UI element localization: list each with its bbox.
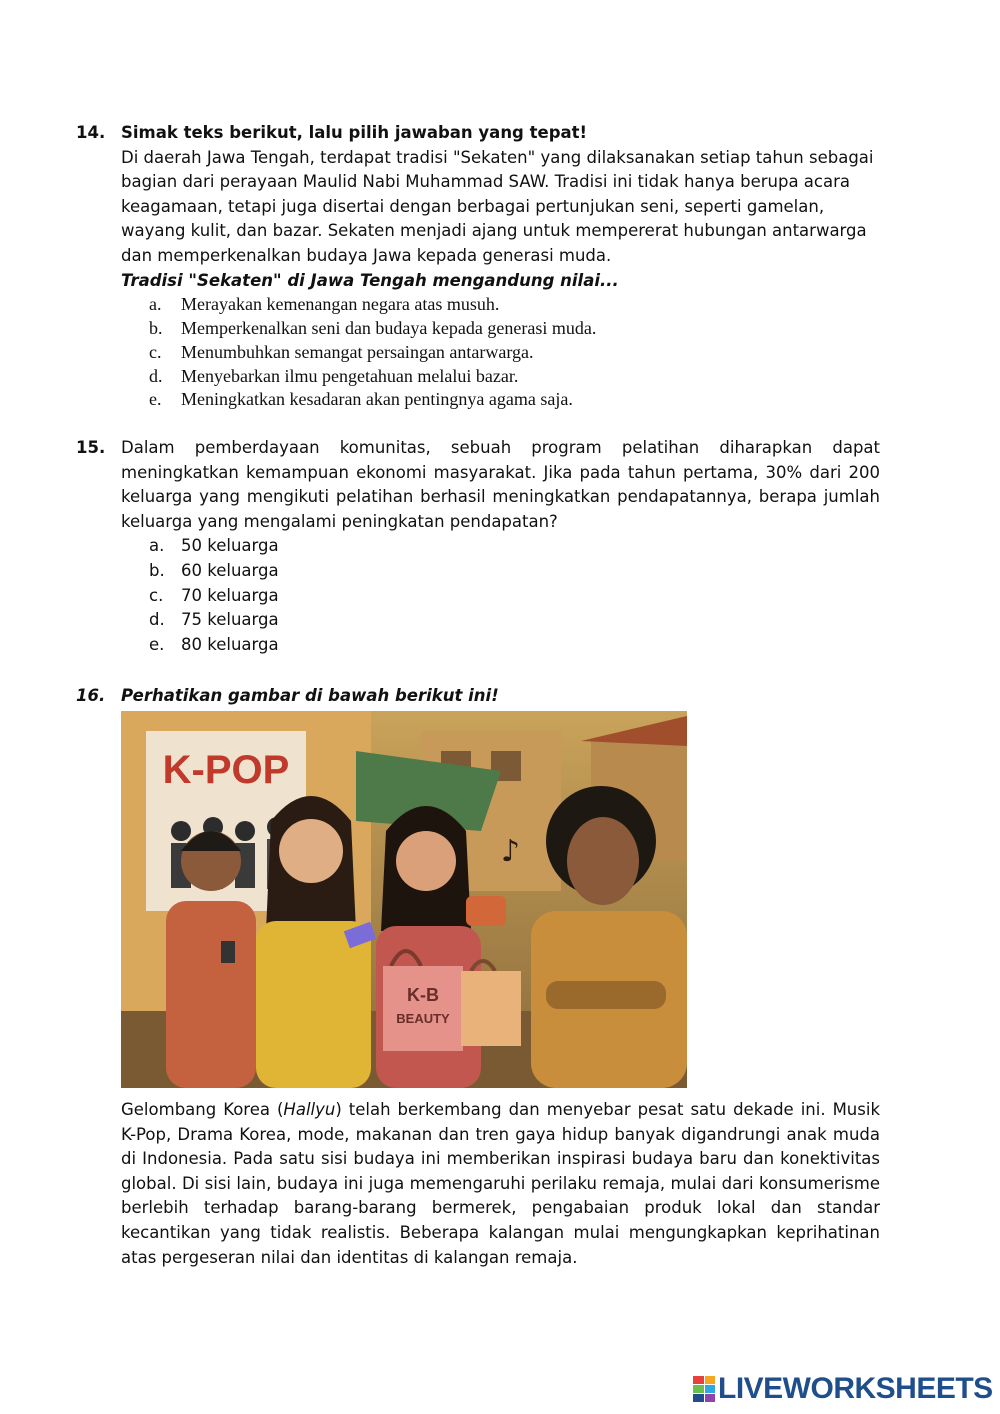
answer-options [121,534,880,657]
option-a[interactable]: a. Merayakan kemenangan negara atas musuh. [149,294,500,315]
option-e[interactable]: e. Meningkatkan kesadaran akan pentingnya agama saja. [149,389,573,410]
option-b[interactable]: b. 60 keluarga [149,560,279,580]
option-b[interactable]: b. Memperkenalkan seni dan budaya kepada generasi muda. [149,317,597,338]
music-note-icon: ♪ [501,834,521,869]
logo-mark-icon [693,1376,715,1402]
option-d[interactable]: d. 75 keluarga [149,610,279,630]
liveworksheets-logo[interactable] [693,1374,993,1404]
option-c[interactable]: c. Menumbuhkan semangat persaingan antarwarga. [149,341,534,362]
question-prompt: Tradisi "Sekaten" di Jawa Tengah mengandung nilai... [121,270,619,290]
option-a[interactable]: a. 50 keluarga [149,536,279,556]
question-number: 16. [76,686,106,705]
kpop-illustration [121,711,687,1088]
question-heading: Perhatikan gambar di bawah berikut ini! [121,686,499,705]
question-text: Dalam pemberdayaan komunitas, sebuah program pelatihan diharapkan dapat meningkatkan kemampuan ekonomi masyarakat. Jika pada tahun pertama, 30% dari 200 keluarga yang mengikuti pelatihan berhasil meningkatkan pendapatannya, berapa jumlah keluarga yang mengalami peningkatan pendapatan? [121,438,880,531]
crossed-arms [546,981,666,1009]
question-number: 15. [76,438,106,457]
question-15 [76,436,880,657]
question-number: 14. [76,123,106,142]
answer-options [121,293,880,412]
shopping-bag [383,951,463,1051]
poster-title: K-POP [162,748,290,792]
question-16 [76,684,880,709]
option-d[interactable]: d. Menyebarkan ilmu pengetahuan melalui bazar. [149,365,519,386]
question-heading: Simak teks berikut, lalu pilih jawaban yang tepat! [121,123,588,142]
logo-text: LIVEWORKSHEETS [718,1372,993,1405]
option-e[interactable]: e. 80 keluarga [149,634,279,654]
svg-text:K-B: K-B [407,985,439,1005]
snack-cup [466,896,506,926]
option-c[interactable]: c. 70 keluarga [149,585,279,605]
phone [221,941,235,963]
hallyu-paragraph: Gelombang Korea (Hallyu) telah berkembang dan menyebar pesat satu dekade ini. Musik K-Pop, Drama Korea, mode, makanan dan tren gaya hidup banyak digandrungi anak muda di Indonesia. Pada satu sisi budaya ini memberikan inspirasi budaya baru dan konektivitas global. Di sisi lain, budaya ini juga memengaruhi perilaku remaja, mulai dari konsumerisme berlebih terhadap barang-barang bermerek, pengabaian produk lokal dan standar kecantikan yang tidak realistis. Beberapa kalangan mulai mengungkapkan keprihatinan atas pergeseran nilai dan identitas di kalangan remaja. [121,1100,880,1267]
svg-text:BEAUTY: BEAUTY [396,1011,450,1026]
question-14 [76,121,880,412]
shopping-bag [461,961,521,1046]
question-passage: Di daerah Jawa Tengah, terdapat tradisi "Sekaten" yang dilaksanakan setiap tahun sebagai bagian dari perayaan Maulid Nabi Muhammad SAW. Tradisi ini tidak hanya berupa acara keagamaan, tetapi juga disertai dengan berbagai pertunjukan seni, seperti gamelan, wayang kulit, dan bazar. Sekaten menjadi ajang untuk mempererat hubungan antarwarga dan memperkenalkan budaya Jawa kepada generasi muda. [121,147,874,265]
